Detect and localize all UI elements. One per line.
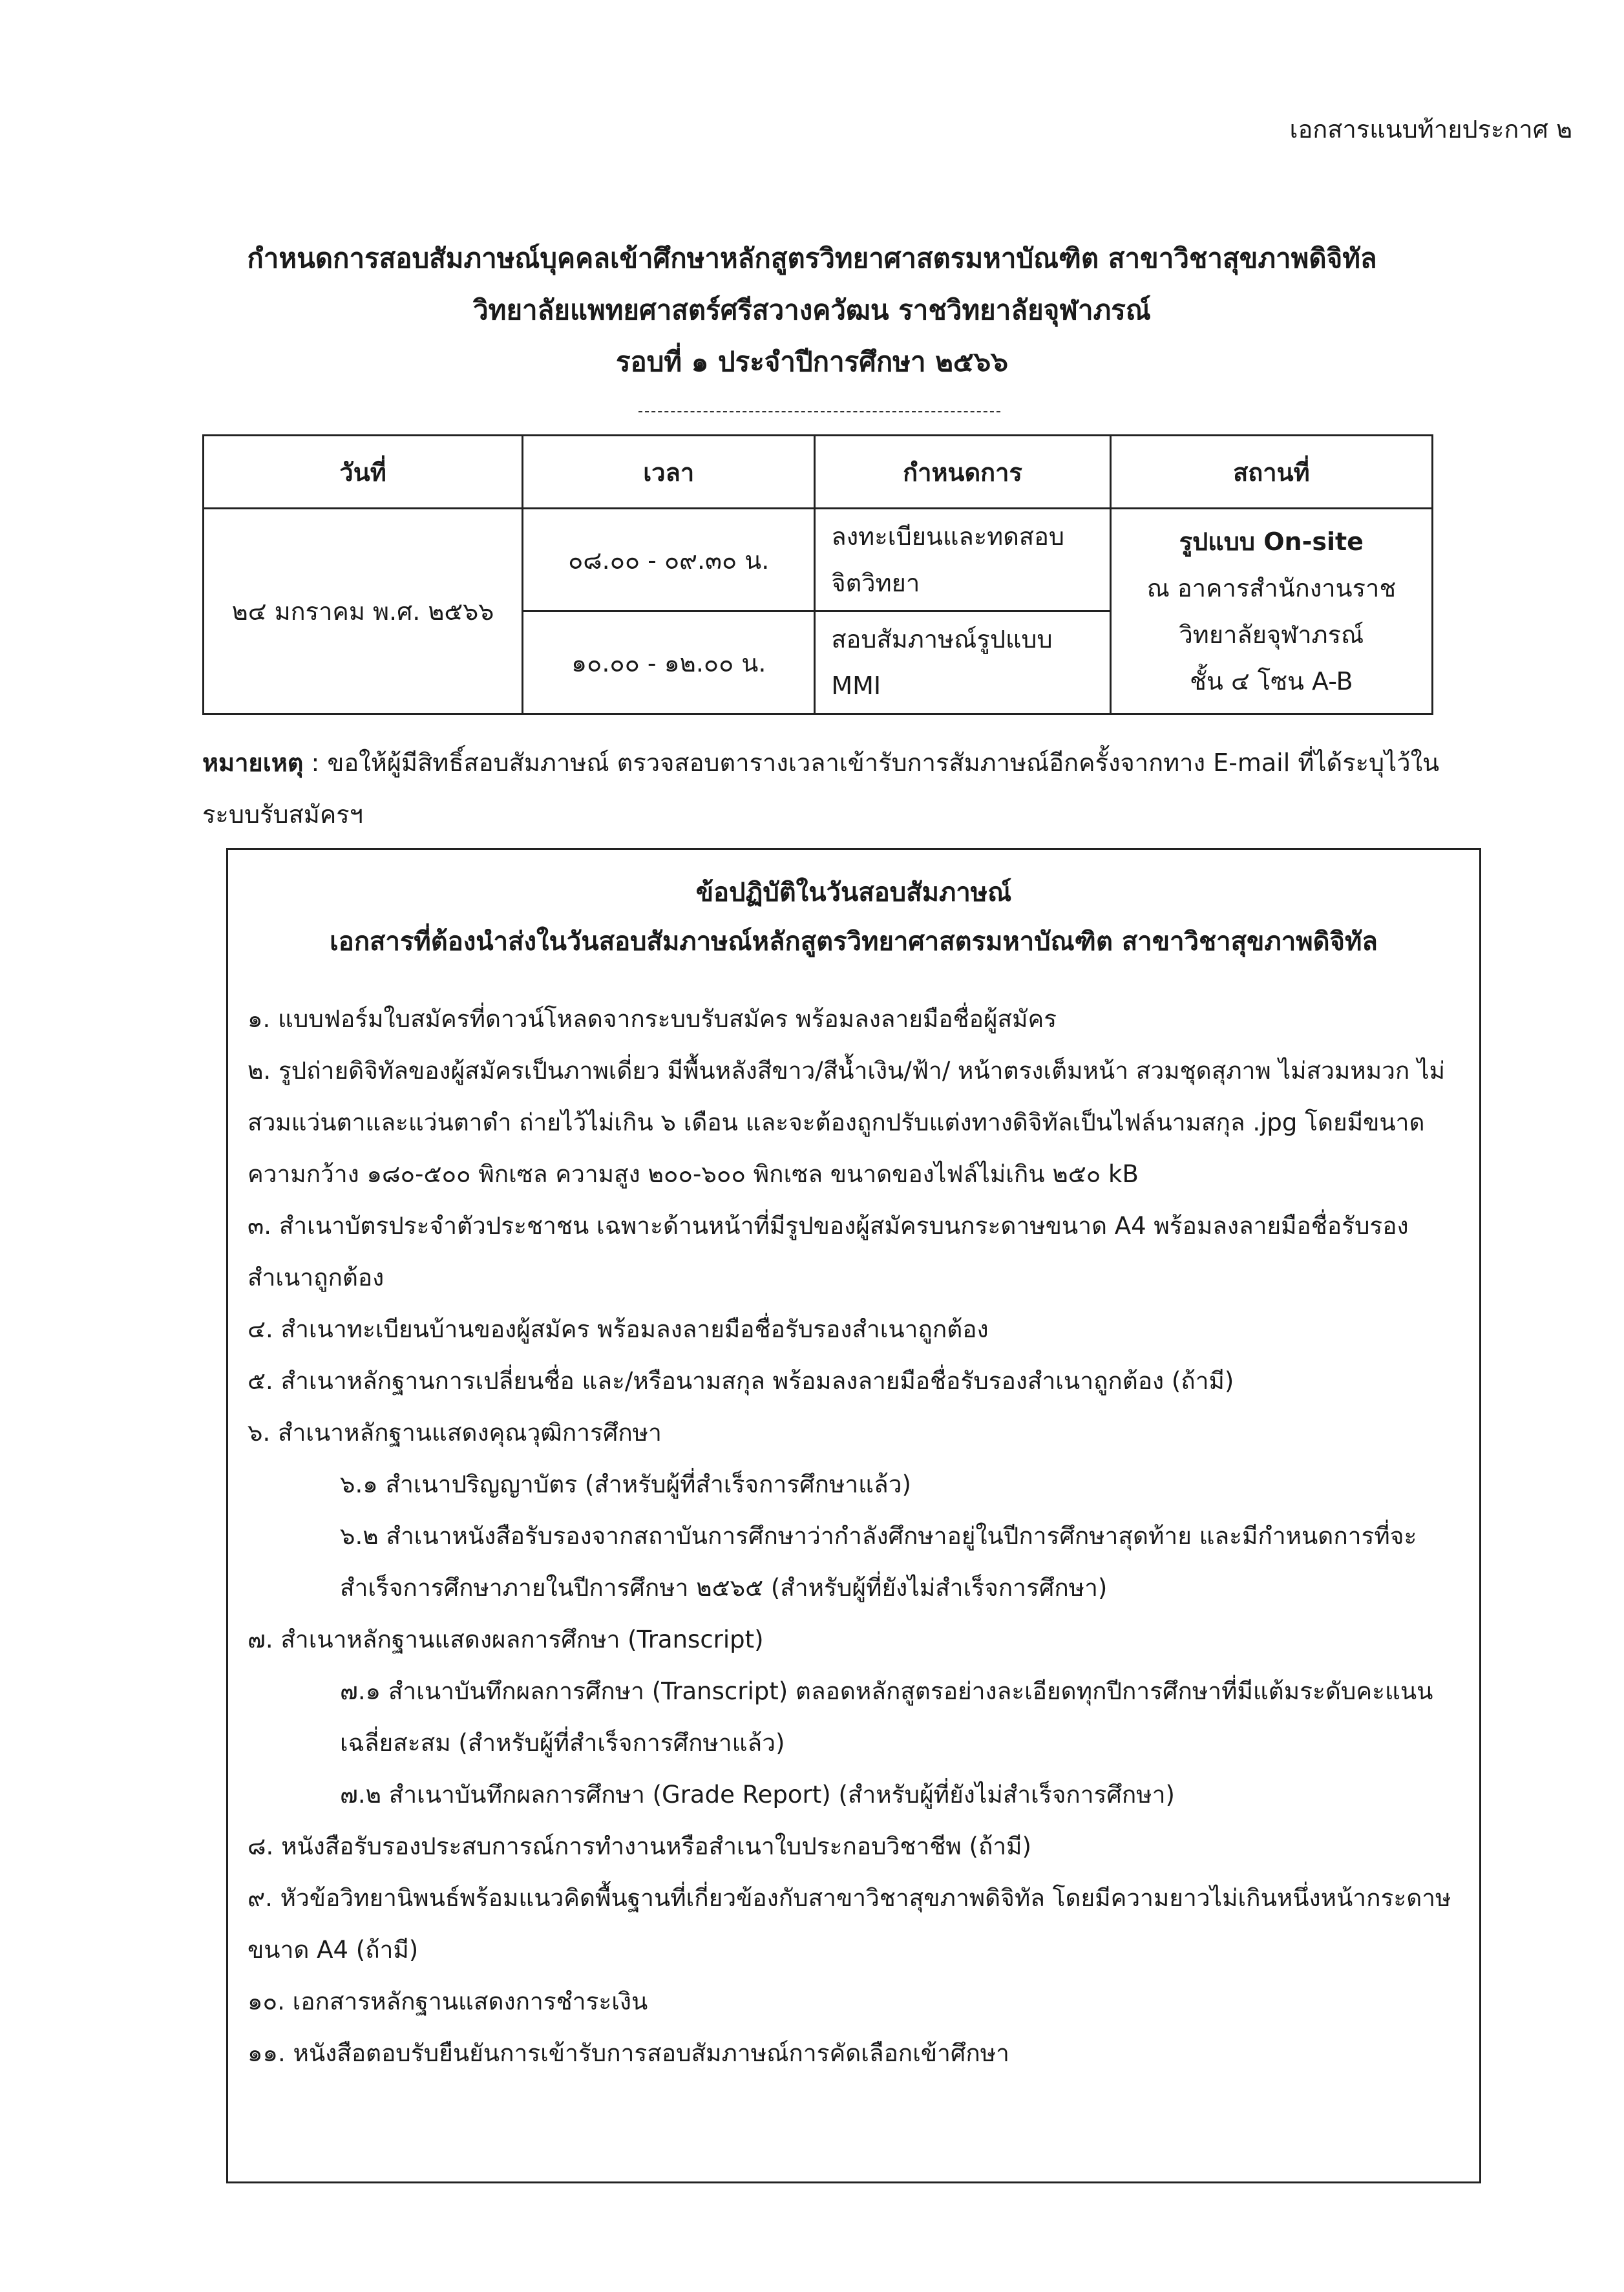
instructions-box — [226, 848, 1481, 2183]
header-time: เวลา — [523, 436, 815, 509]
schedule-table — [202, 434, 1433, 715]
document-item: ๑. แบบฟอร์มใบสมัครที่ดาวน์โหลดจากระบบรับสมัคร พร้อมลงลายมือชื่อผู้สมัคร — [248, 1005, 1057, 1033]
remark-label: หมายเหตุ — [202, 748, 304, 777]
schedule-date: ๒๔ มกราคม พ.ศ. ๒๕๖๖ — [204, 509, 523, 714]
title-line: วิทยาลัยแพทยศาสตร์ศรีสวางควัฒน ราชวิทยาลัยจุฬาภรณ์ — [473, 294, 1151, 326]
title-line: กำหนดการสอบสัมภาษณ์บุคคลเข้าศึกษาหลักสูตรวิทยาศาสตรมหาบัณฑิต สาขาวิชาสุขภาพดิจิทัล — [247, 242, 1377, 274]
document-subitem: ๖.๑ สำเนาปริญญาบัตร (สำหรับผู้ที่สำเร็จการศึกษาแล้ว) — [340, 1470, 911, 1498]
document-item: ๕. สำเนาหลักฐานการเปลี่ยนชื่อ และ/หรือนามสกุล พร้อมลงลายมือชื่อรับรองสำเนาถูกต้อง (ถ้ามี) — [248, 1367, 1234, 1395]
document-item: ๓. สำเนาบัตรประจำตัวประชาชน เฉพาะด้านหน้าที่มีรูปของผู้สมัครบนกระดาษขนาด A4 พร้อมลงลายมือชื่อรับรองสำเนาถูกต้อง — [248, 1212, 1409, 1291]
table-header-row — [204, 436, 1433, 509]
document-subitem: ๗.๑ สำเนาบันทึกผลการศึกษา (Transcript) ตลอดหลักสูตรอย่างละเอียดทุกปีการศึกษาที่มีแต้มระดับคะแนนเฉลี่ยสะสม (สำหรับผู้ที่สำเร็จการศึกษาแล้ว) — [340, 1677, 1433, 1757]
box-heading — [228, 868, 1479, 966]
activity-line: จิตวิทยา — [831, 569, 920, 597]
schedule-time: ๑๐.๐๐ - ๑๒.๐๐ น. — [523, 611, 815, 714]
location-line: รูปแบบ On-site — [1179, 527, 1364, 556]
title-divider — [638, 411, 1000, 412]
header-activity: กำหนดการ — [815, 436, 1110, 509]
remark-note — [202, 737, 1443, 840]
document-title — [129, 233, 1495, 388]
title-line: รอบที่ ๑ ประจำปีการศึกษา ๒๕๖๖ — [615, 346, 1008, 377]
activity-line: ลงทะเบียนและทดสอบ — [831, 522, 1065, 551]
document-item: ๖. สำเนาหลักฐานแสดงคุณวุฒิการศึกษา — [248, 1419, 662, 1447]
document-item: ๙. หัวข้อวิทยานิพนธ์พร้อมแนวคิดพื้นฐานที่เกี่ยวข้องกับสาขาวิชาสุขภาพดิจิทัล โดยมีความยาวไม่เกินหนึ่งหน้ากระดาษขนาด A4 (ถ้ามี) — [248, 1884, 1451, 1964]
document-item: ๔. สำเนาทะเบียนบ้านของผู้สมัคร พร้อมลงลายมือชื่อรับรองสำเนาถูกต้อง — [248, 1315, 989, 1343]
box-title: ข้อปฏิบัติในวันสอบสัมภาษณ์ — [695, 878, 1012, 907]
document-list — [248, 993, 1469, 2079]
location-line: ณ อาคารสำนักงานราช — [1146, 573, 1397, 602]
document-subitem: ๖.๒ สำเนาหนังสือรับรองจากสถาบันการศึกษาว่ากำลังศึกษาอยู่ในปีการศึกษาสุดท้าย และมีกำหนดการที่จะสำเร็จการศึกษาภายในปีการศึกษา ๒๕๖๕ (สำหรับผู้ที่ยังไม่สำเร็จการศึกษา) — [340, 1522, 1417, 1602]
document-item: ๑๐. เอกสารหลักฐานแสดงการชำระเงิน — [248, 1988, 648, 2015]
header-location: สถานที่ — [1110, 436, 1432, 509]
document-item: ๑๑. หนังสือตอบรับยืนยันการเข้ารับการสอบสัมภาษณ์การคัดเลือกเข้าศึกษา — [248, 2039, 1009, 2067]
document-item: ๘. หนังสือรับรองประสบการณ์การทำงานหรือสำเนาใบประกอบวิชาชีพ (ถ้ามี) — [248, 1832, 1031, 1860]
activity-line: สอบสัมภาษณ์รูปแบบ — [831, 625, 1053, 653]
schedule-activity — [815, 509, 1110, 611]
document-item: ๒. รูปถ่ายดิจิทัลของผู้สมัครเป็นภาพเดี่ยว มีพื้นหลังสีขาว/สีน้ำเงิน/ฟ้า/ หน้าตรงเต็มหน้า สวมชุดสุภาพ ไม่สวมหมวก ไม่สวมแว่นตาและแว่นตาดำ ถ่ายไว้ไม่เกิน ๖ เดือน และจะต้องถูกปรับแต่งทางดิจิทัลเป็นไฟล์นามสกุล .jpg โดยมีขนาดความกว้าง ๑๘๐-๕๐๐ พิกเซล ความสูง ๒๐๐-๖๐๐ พิกเซล ขนาดของไฟล์ไม่เกิน ๒๕๐ kB — [248, 1057, 1446, 1188]
attachment-label: เอกสารแนบท้ายประกาศ ๒ — [1289, 115, 1572, 143]
document-subitem: ๗.๒ สำเนาบันทึกผลการศึกษา (Grade Report) (สำหรับผู้ที่ยังไม่สำเร็จการศึกษา) — [340, 1781, 1175, 1809]
schedule-activity — [815, 611, 1110, 714]
location-line: ชั้น ๔ โซน A-B — [1190, 666, 1353, 695]
table-row — [204, 509, 1433, 611]
box-subtitle: เอกสารที่ต้องนำส่งในวันสอบสัมภาษณ์หลักสูตรวิทยาศาสตรมหาบัณฑิต สาขาวิชาสุขภาพดิจิทัล — [330, 927, 1378, 957]
schedule-time: ๐๘.๐๐ - ๐๙.๓๐ น. — [523, 509, 815, 611]
schedule-location — [1110, 509, 1432, 714]
activity-line: MMI — [831, 672, 881, 700]
document-item: ๗. สำเนาหลักฐานแสดงผลการศึกษา (Transcript) — [248, 1626, 764, 1653]
header-date: วันที่ — [204, 436, 523, 509]
remark-text: : ขอให้ผู้มีสิทธิ์สอบสัมภาษณ์ ตรวจสอบตารางเวลาเข้ารับการสัมภาษณ์อีกครั้งจากทาง E-mail ที่ได้ระบุไว้ในระบบรับสมัครฯ — [202, 748, 1440, 829]
location-line: วิทยาลัยจุฬาภรณ์ — [1179, 620, 1364, 649]
